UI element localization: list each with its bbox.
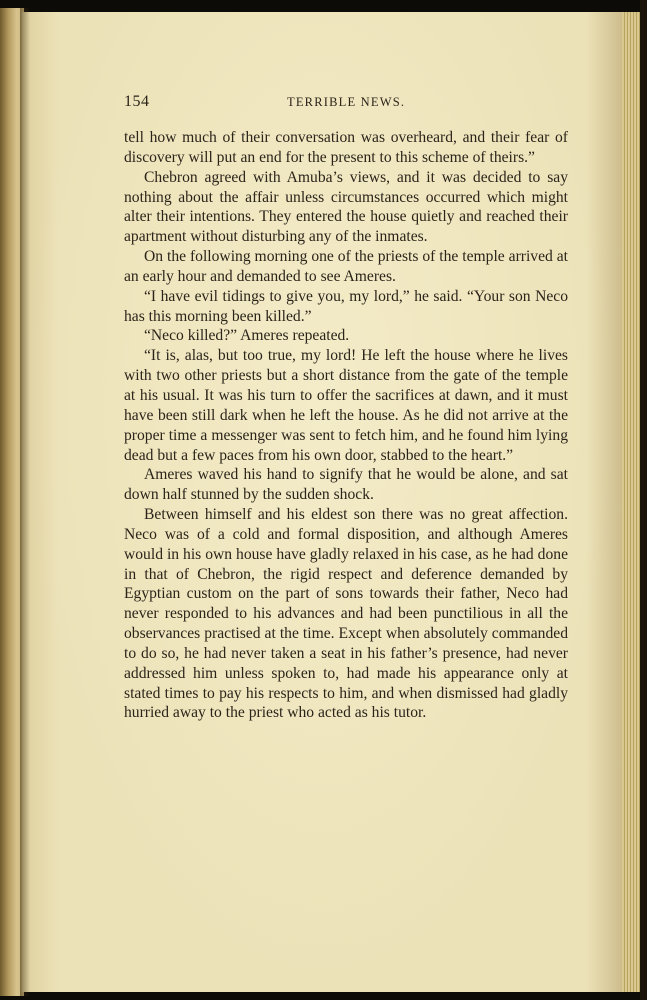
paragraph: tell how much of their conversation was overheard, and their fear of discovery will put an end for the present to this scheme of theirs.”	[124, 129, 568, 166]
paragraph: On the following morning one of the priests of the temple arrived at an early hour and demanded to see Ameres.	[124, 248, 568, 285]
paragraph: Chebron agreed with Amuba’s views, and it was decided to say nothing about the affair unless circumstances occurred which might alter their intentions. They entered the house quietly and reached their apartment without disturbing any of the inmates.	[124, 168, 568, 246]
paragraph: “It is, alas, but too true, my lord! He left the house where he lives with two other priests but a short distance from the gate of the temple at his usual. It was his turn to offer the sacrifices at dawn, and it must have been still dark when he left the house. As he did not arrive at the proper time a messenger was sent to fetch him, and he found him lying dead but a few paces from his own door, stabbed to the heart.”	[124, 347, 568, 464]
body-text	[124, 128, 568, 723]
right-binding-edge	[640, 0, 647, 1000]
paragraph: “I have evil tidings to give you, my lord,” he said. “Your son Neco has this morning been killed.”	[124, 287, 568, 325]
paragraph: Between himself and his eldest son there was no great affection. Neco was of a cold and formal disposition, and although Ameres would in his own house have gladly relaxed in his case, as he had done in that of Chebron, the rigid respect and deference demanded by Egyptian custom on the part of sons towards their father, Neco had never responded to his advances and had been punctilious in all the observances practised at the time. Except when absolutely commanded to do so, he had never taken a seat in his father’s presence, had never addressed him unless spoken to, had made his appearance only at stated times to pay his respects to him, and when dismissed had gladly hurried away to the priest who acted as his tutor.	[124, 506, 568, 722]
paragraph: Ameres waved his hand to signify that he would be alone, and sat down half stunned by the sudden shock.	[124, 466, 568, 504]
running-head: TERRIBLE NEWS.	[287, 95, 406, 109]
page-header	[124, 93, 568, 113]
page-number: 154	[124, 93, 150, 110]
paragraph: “Neco killed?” Ameres repeated.	[144, 327, 350, 345]
gutter-shadow	[20, 8, 30, 996]
